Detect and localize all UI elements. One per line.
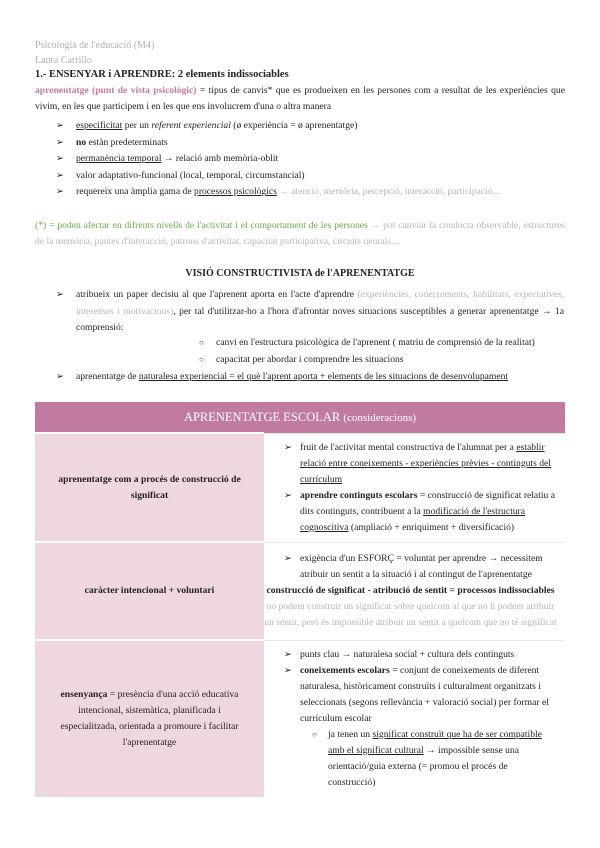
- row-label: [35, 640, 264, 797]
- item-text: modificació de l'estructura cognoscitiva: [300, 505, 525, 533]
- list-item: ➢ requereix una àmplia gama de processos psicològics → atenció, memòria, percepció, interacció, participació...: [56, 186, 500, 198]
- table-header: [35, 402, 565, 433]
- comprehension-sublist: [199, 334, 535, 368]
- definition-paragraph: [35, 83, 565, 115]
- item-text: exigència d'un ESFORÇ = voluntat per aprendre → necessitem atribuir un sentit a la situació i al contingut de l'aprenentatge: [300, 553, 543, 580]
- row-content: [264, 542, 565, 640]
- table-row: [35, 640, 565, 797]
- grey-note: no podem construir un significat sobre quelcom al que no li podem atribuir un sentit, però és impossible atribuir un sentit a quelcom que no té significat: [264, 601, 557, 628]
- author-header: Laura Carrillo: [35, 55, 92, 66]
- item-text: establir relació entre coneixements - experiències prèvies - continguts del currículum: [300, 441, 551, 485]
- constructivist-list-1: [56, 287, 564, 337]
- list-item: ➢ fruit de l'activitat mental constructiva de l'alumnat per a establir relació entre coneixements - experiències prèvies - continguts del currículum: [284, 441, 551, 485]
- item-text: (experiències, coneixements, habilitats, expectatives, interessos i motivacions): [76, 289, 564, 317]
- table-row: [35, 433, 565, 542]
- school-learning-table: [35, 402, 565, 797]
- row-content: [264, 640, 565, 797]
- item-text: = conjunt de coneixements de diferent naturalesa, històricament construïts i culturalment organitzats i seleccionats (segons rellevància + valoració social) per formar el currículum escolar: [300, 664, 549, 724]
- definition-text: = tipus de canvis* que es produeixen en les persones com a resultat de les experiències que vivim, en les que participem i en les que ens involucrem d'una o altra manera: [35, 85, 565, 112]
- course-header: Psicologia de l'educació (M4): [35, 40, 155, 51]
- item-text: → impossible sense una orientació/guia externa (= promou el procés de construcció): [328, 744, 520, 788]
- list-item: ➢ coneixements escolars = conjunt de coneixements de diferent naturalesa, històricament construïts i culturalment organitzats i seleccionats (segons rellevància + valoració social) per formar el currículum escolar: [284, 664, 549, 724]
- item-text: punts clau → naturalesa social + cultura dels continguts: [300, 648, 515, 660]
- item-text: → relació amb memòria-oblit: [161, 153, 279, 165]
- row-label: aprenentatge com a procés de construcció de significat: [35, 433, 264, 542]
- item-text: capacitat per abordar i comprendre les situacions: [216, 354, 404, 365]
- learning-traits-list: [56, 118, 566, 201]
- item-text: per un: [122, 120, 152, 131]
- table-subtitle: (consideracions): [343, 411, 417, 424]
- item-text: = construcció de significat relatiu a dits continguts, contribuent a la: [300, 489, 555, 517]
- item-text: canvi en l'estructura psicològica de l'aprenent ( matriu de comprensió de la realitat): [216, 337, 535, 348]
- list-item: ➢ aprendre continguts escolars = construcció de significat relatiu a dits continguts, contribuent a la modificació de l'estructura cognoscitiva (ampliació + enriquiment + diversificació): [284, 489, 555, 533]
- item-text: aprenentatge de: [76, 371, 139, 382]
- footnote-grey: → pot canviar la conducta observable, estructures de la memòria, pautes d'interacció, patrons d'activitat, capacitat participativa, circuits neurals...: [35, 220, 566, 247]
- key-statement: construcció de significat - atribució de sentit = processos indissociables: [266, 585, 555, 596]
- constructivist-list-2: [56, 369, 586, 386]
- item-text: significat construït que ha de ser compatible amb el significat cultural: [328, 728, 542, 756]
- item-text: estàn predeterminats: [86, 136, 168, 148]
- item-text: ja tenen un: [328, 728, 373, 740]
- list-item: ➢ exigència d'un ESFORÇ = voluntat per aprendre → necessitem atribuir un sentit a la situació i al contingut de l'aprenentatge: [284, 553, 543, 580]
- item-text: fruit de l'activitat mental constructiva de l'alumnat per a: [300, 441, 517, 453]
- item-text: aprendre continguts escolars: [300, 489, 418, 501]
- sub-item: ○ canvi en l'estructura psicològica de l'aprenent ( matriu de comprensió de la realitat): [199, 337, 535, 348]
- list-item: ➢ no estàn predeterminats: [56, 136, 168, 148]
- item-text: (ampliació + enriquiment + diversificació): [348, 521, 515, 533]
- row-label: caràcter intencional + voluntari: [35, 542, 264, 640]
- item-text: processos psicològics: [194, 186, 277, 198]
- item-text: → atenció, memòria, percepció, interacció, participació...: [276, 186, 500, 198]
- label-bold: ensenyança: [60, 688, 108, 700]
- label-text: = presència d'una acció educativa intencional, sistemàtica, planificada i especialitzada, orientada a promoure i facilitar l'aprenentatge: [60, 688, 239, 748]
- sub-item: ○ ja tenen un significat construït que ha de ser compatible amb el significat cultural → impossible sense una orientació/guia externa (= promou el procés de construcció): [312, 728, 542, 788]
- item-text: valor adaptativo-funcional (local, temporal, circumstancial): [76, 169, 305, 181]
- item-text: coneixements escolars: [300, 664, 390, 676]
- item-text: permanència temporal: [76, 153, 162, 165]
- item-text: naturalesa experiencial = el què l'aprent aporta + elements de les situacions de desenvolupament: [138, 371, 509, 382]
- list-item: ➢ atribueix un paper decisiu al que l'aprenent aporta en l'acte d'aprendre (experiències, coneixements, habilitats, expectatives, interessos i motivacions), per tal d'utilitzar-ho a l'hora d'afrontar noves situacions susceptibles a generar aprenentatge → 1a comprensió:: [56, 289, 565, 333]
- footnote-green: (*) = poden afectar en difrents nivells de l'activitat i el comportament de les persones: [35, 220, 368, 231]
- list-item: ➢ permanència temporal → relació amb memòria-oblit: [56, 153, 279, 165]
- sub-item: ○ capacitat per abordar i comprendre les situacions: [199, 354, 404, 365]
- item-text: requereix una àmplia gama de: [76, 186, 195, 198]
- item-text: , per tal d'utilitzar-ho a l'hora d'afrontar noves situacions susceptibles a generar aprenentatge → 1a comprensió:: [76, 305, 565, 333]
- list-item: ➢ especificitat per un referent experiencial (ø experiència = ø aprenentatge): [56, 120, 358, 131]
- list-item: ➢ punts clau → naturalesa social + cultura dels continguts: [284, 648, 515, 660]
- item-text: referent experiencial: [151, 120, 231, 131]
- section-title: 1.- ENSENYAR i APRENDRE: 2 elements indissociables: [35, 69, 289, 80]
- list-item: ➢ valor adaptativo-funcional (local, temporal, circumstancial): [56, 169, 305, 181]
- list-item: ➢ aprenentatge de naturalesa experiencial = el què l'aprent aporta + elements de les situacions de desenvolupament: [56, 371, 509, 382]
- item-text: (ø experiència = ø aprenentatge): [230, 120, 358, 131]
- table-row: [35, 542, 565, 640]
- constructivist-title: VISIÓ CONSTRUCTIVISTA de l'APRENENTATGE: [185, 268, 415, 279]
- item-text: no: [76, 136, 87, 148]
- footnote-paragraph: [35, 218, 565, 250]
- table-title: APRENENTATGE ESCOLAR: [183, 409, 341, 424]
- row-content: [264, 433, 565, 542]
- definition-term: aprenentatge (punt de vista psicològic): [35, 85, 197, 96]
- item-text: atribueix un paper decisiu al que l'aprenent aporta en l'acte d'aprendre: [76, 289, 355, 300]
- item-text: especificitat: [76, 120, 123, 131]
